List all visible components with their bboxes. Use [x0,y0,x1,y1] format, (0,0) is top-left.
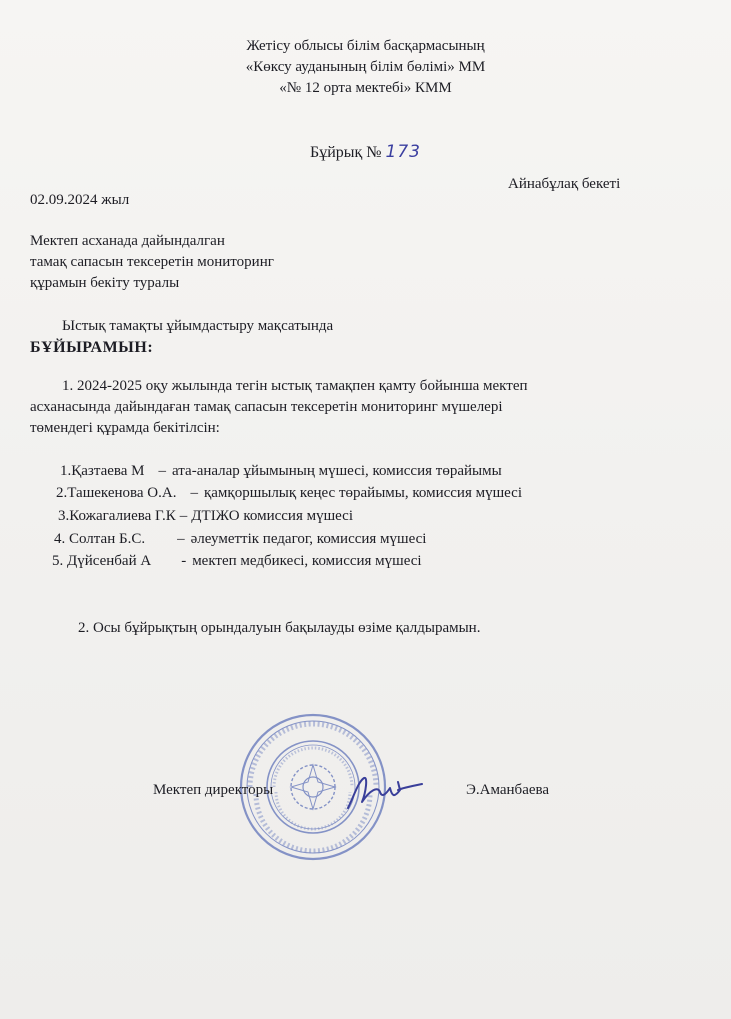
member-name: 5. Дүйсенбай А [52,553,152,569]
member-separator: - [181,553,187,569]
member-name: 2.Ташекенова О.А. [56,485,177,501]
member-row [60,463,502,480]
order-number: 173 [385,142,421,162]
header-line-2: «Көксу ауданының білім бөлімі» ММ [245,59,486,75]
member-separator: – [158,463,167,479]
subject-line-2: тамақ сапасын тексеретін мониторинг [30,254,274,270]
member-role: әлеуметтік педагог, комиссия мүшесі [190,531,427,547]
item1-line-1: 1. 2024-2025 оқу жылында тегін ыстық тамақпен қамту бойынша мектеп [62,378,528,394]
order-title-label: Бұйрық № [310,144,382,161]
member-role: мектеп медбикесі, комиссия мүшесі [192,553,422,569]
member-name: 4. Солтан Б.С. [54,531,146,547]
member-role: қамқоршылық кеңес төрайымы, комиссия мүшесі [203,485,523,501]
subject-line-3: құрамын бекіту туралы [30,275,180,291]
signature-position: Мектеп директоры [153,782,274,798]
member-row [56,485,522,502]
order-title [0,142,731,162]
signature-scribble [340,768,425,818]
member-row [52,553,422,570]
header-line-1: Жетісу облысы білім басқармасының [246,38,485,54]
signature-name: Э.Аманбаева [466,782,550,798]
order-date: 02.09.2024 жыл [30,192,130,208]
order-location: Айнабұлақ бекеті [508,176,621,192]
item1-line-2: асханасында дайындаған тамақ сапасын тексеретін мониторинг мүшелері [30,399,503,415]
member-name: 1.Қазтаева М [60,463,145,479]
purpose-text: Ыстық тамақты ұйымдастыру мақсатында [62,318,334,334]
member-separator: – [179,508,188,524]
item1-line-3: төмендегі құрамда бекітілсін: [30,420,220,436]
member-row [58,508,353,525]
header-line-3: «№ 12 орта мектебі» КММ [279,80,452,96]
item2-text: 2. Осы бұйрықтың орындалуын бақылауды өзіме қалдырамын. [78,620,481,636]
subject-line-1: Мектеп асханада дайындалган [30,233,225,249]
decree-heading: БҰЙЫРАМЫН: [30,339,154,356]
member-separator: – [190,485,198,501]
member-separator: – [177,531,185,547]
member-row [54,531,426,548]
member-name: 3.Кожагалиева Г.К [58,508,176,524]
member-role: ДТІЖО комиссия мүшесі [191,508,353,524]
member-role: ата-аналар ұйымының мүшесі, комиссия төрайымы [172,463,502,479]
